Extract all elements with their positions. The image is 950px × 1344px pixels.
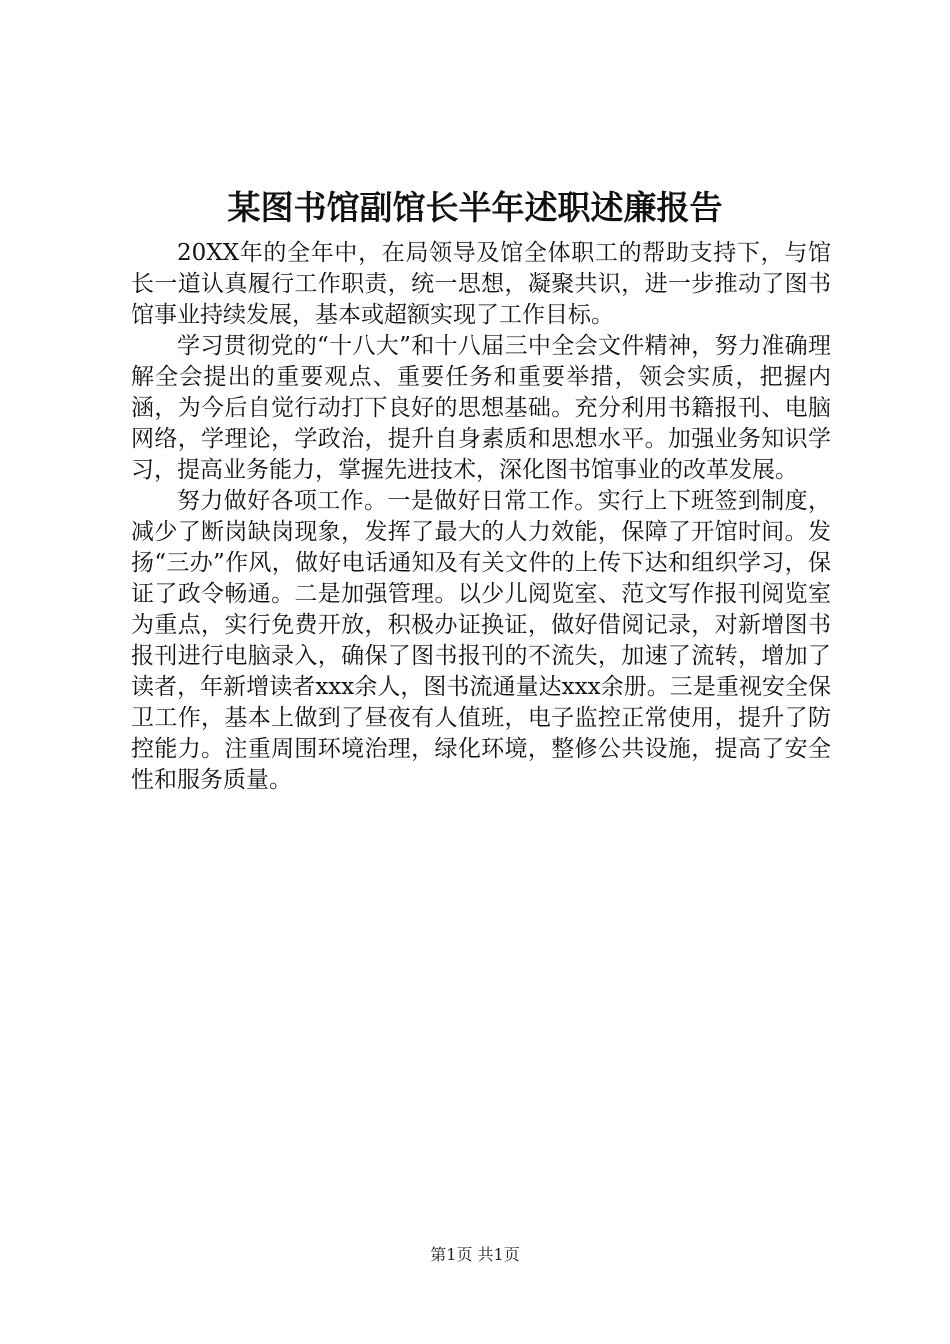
document-title: 某图书馆副馆长半年述职述廉报告 xyxy=(227,188,723,227)
paragraph-2: 学习贯彻党的“十八大”和十八届三中全会文件精神，努力准确理解全会提出的重要观点、重要任务和重要举措，领会实质，把握内涵，为今后自觉行动打下良好的思想基础。充分利用书籍报刊、电脑网络，学理论，学政治，提升自身素质和思想水平。加强业务知识学习，提高业务能力，掌握先进技术，深化图书馆事业的改革发展。 xyxy=(131,333,831,483)
page-number-footer: 第1页 共1页 xyxy=(430,1245,520,1264)
paragraph-3: 努力做好各项工作。一是做好日常工作。实行上下班签到制度，减少了断岗缺岗现象，发挥了最大的人力效能，保障了开馆时间。发扬“三办”作风，做好电话通知及有关文件的上传下达和组织学习，保证了政令畅通。二是加强管理。以少儿阅览室、范文写作报刊阅览室为重点，实行免费开放，积极办证换证，做好借阅记录，对新增图书报刊进行电脑录入，确保了图书报刊的不流失，加速了流转，增加了读者，年新增读者xxx余人，图书流通量达xxx余册。三是重视安全保卫工作，基本上做到了昼夜有人值班，电子监控正常使用，提升了防控能力。注重周围环境治理，绿化环境，整修公共设施，提高了安全性和服务质量。 xyxy=(131,488,831,793)
paragraph-1: 20XX年的全年中，在局领导及馆全体职工的帮助支持下，与馆长一道认真履行工作职责，统一思想，凝聚共识，进一步推动了图书馆事业持续发展，基本或超额实现了工作目标。 xyxy=(131,240,831,328)
document-body xyxy=(131,238,831,796)
